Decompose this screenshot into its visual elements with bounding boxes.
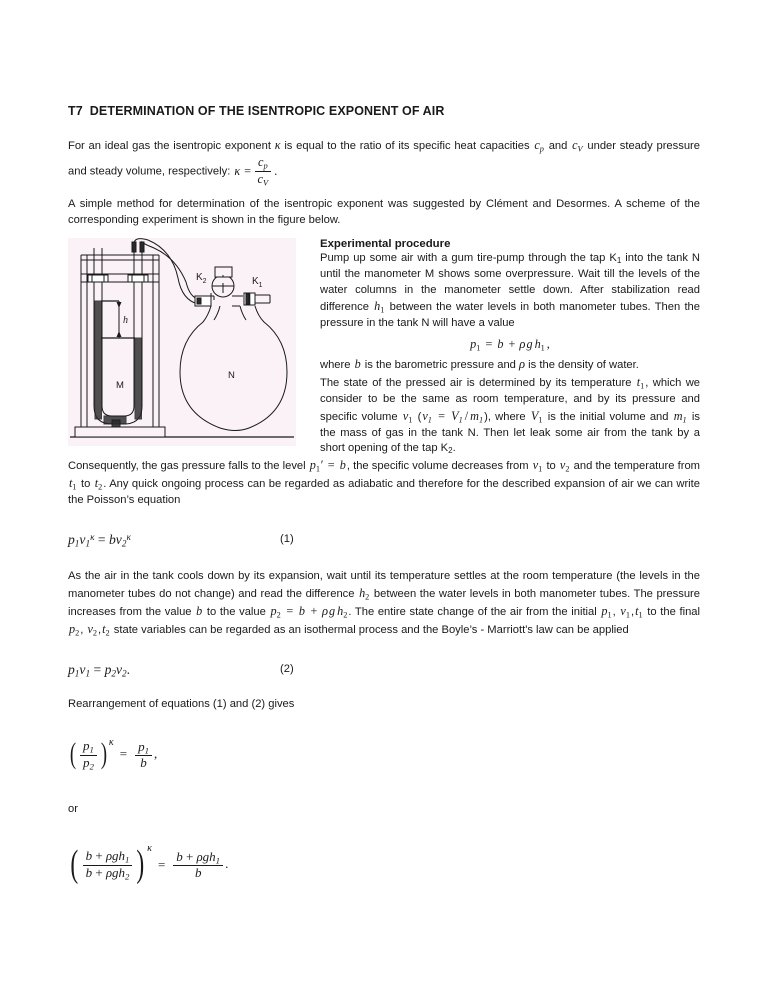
- p1-over-b-fraction: $\frac{p_1}{b}$: [135, 740, 152, 772]
- cp-cv-fraction: $\frac{c_p}{c_V}$: [255, 155, 272, 188]
- t1-symbol: $t_1$: [636, 374, 645, 391]
- rho-symbol: ρ: [519, 357, 526, 372]
- left-paren: (: [69, 737, 77, 771]
- m1-symbol: $m_1$: [673, 408, 687, 424]
- pressure-ratio-fraction: $\frac{b + \rho gh_1}{b + \rho gh_2}$: [83, 849, 133, 881]
- rearrangement-paragraph: Rearrangement of equations (1) and (2) gives: [68, 698, 295, 711]
- k1-subscript: 1: [616, 256, 622, 266]
- cv-symbol: $c_V$: [572, 138, 583, 154]
- title-number: T7: [68, 104, 83, 118]
- cooling-paragraph: As the air in the tank cools down by its expansion, wait until its temperature settles at the room temperature (the levels in the manometer tubes do not change) and read the difference $h_2$ between the water levels in both manometer tubes. The pressure increases from the value b to the value $p_2 = b + \rho g$ $h_2$. The entire state change of the air from the initial $p_1$, $v_1,t_1$ to the final $p_2$, $v_2,t_2$ state variables can be regarded as an isothermal process and the Boyle’s - Marriott's law can be applied: [68, 570, 700, 638]
- kappa-exponent: κ: [108, 736, 114, 748]
- left-paren: (: [70, 843, 79, 886]
- equation-1-number: (1): [280, 533, 294, 546]
- procedure-heading: Experimental procedure: [320, 238, 451, 251]
- p1-over-b-fraction: $\frac{b + \rho gh_1}{b}$: [173, 850, 223, 882]
- equation-2-row: [68, 661, 700, 679]
- equation-2: $p_1v_1 = p_2v_2$.: [68, 662, 131, 679]
- procedure-block: [320, 238, 700, 457]
- p1-prime-symbol: $p_1'$: [309, 458, 323, 474]
- equation-1-row: [68, 531, 700, 549]
- or-paragraph: or: [68, 802, 78, 815]
- equation-2-number: (2): [280, 663, 294, 676]
- equation-p1: $p_1 = b + \rho g$ $h_1$ ,: [470, 336, 550, 353]
- equation-3: ( $\frac{p_1}{p_2}$ ) κ= $\frac{p_1}{b}$ ,: [69, 736, 158, 772]
- figure-and-procedure-block: [68, 238, 700, 457]
- k2-subscript: 2: [448, 446, 453, 456]
- consequently-paragraph: Consequently, the gas pressure falls to the level $p_1' = b$, the specific volume decreases from $v_1$ to $v_2$ and the temperature from $t_1$ to $t_2$. Any quick ongoing process can be regarded as adiabatic and therefore for the described expansion of air we can write the Poisson’s equation: [68, 458, 700, 507]
- procedure-paragraph-1: Pump up some air with a gum tire-pump through the tap K1 into the tank N until the manometer M shows some overpressure. Wait till the levels of the water columns in the manometer settle down. After stabilization read difference $h_1$ between the water levels in both manometer tubes. Then the pressure in the tank N will have a value: [320, 252, 701, 330]
- t2-symbol: $t_2$: [94, 476, 103, 492]
- v1-symbol: $v_1$: [402, 408, 413, 424]
- b-symbol: b: [354, 357, 361, 372]
- p2-symbol: $p_2$: [270, 604, 281, 620]
- intro-text-2: is equal to the ratio of its specific heat capacities: [280, 140, 534, 152]
- tap-k1-label: $K_1$: [252, 276, 263, 290]
- cp-symbol: $c_p$: [534, 138, 544, 154]
- document-content: [68, 104, 700, 884]
- h1-symbol: $h_1$: [374, 299, 385, 315]
- kappa-exponent: κ: [147, 843, 152, 855]
- v1-symbol: $v_1$: [532, 458, 543, 474]
- intro-paragraph: [68, 137, 700, 188]
- right-paren: ): [100, 737, 108, 771]
- v2-symbol: $v_2$: [559, 458, 570, 474]
- procedure-paragraph-3: The state of the pressed air is determined by its temperature $t_1$, which we consider to be the same as room temperature, and by its pressure and specific volume $v_1$ $(v_1 = V_1 / m_1)$, where $V_1$ is the initial volume and $m_1$ is the mass of gas in the tank N. Then let leak some air from the tank by a short opening of the tap K2.: [320, 374, 700, 456]
- right-paren: ): [136, 843, 145, 886]
- kappa-symbol: κ: [274, 138, 281, 152]
- t1-symbol: $t_1$: [69, 476, 77, 492]
- manometer-label: M: [116, 380, 124, 392]
- tank-label: N: [228, 370, 235, 382]
- h2-symbol: $h_2$: [359, 586, 370, 602]
- intro-text-1: For an ideal gas the isentropic exponent: [68, 140, 275, 152]
- kappa-equals: κ =: [234, 163, 252, 178]
- equation-1: $p_1v_1^\kappa = bv_2^\kappa$: [68, 532, 131, 549]
- height-label: h: [123, 315, 128, 327]
- intro-text-4: under steady pressure and steady volume, respectively:: [68, 140, 700, 178]
- title-text: DETERMINATION OF THE ISENTROPIC EXPONENT OF AIR: [89, 104, 445, 118]
- apparatus-diagram: [68, 238, 296, 446]
- p1-over-p2-fraction: $\frac{p_1}{p_2}$: [80, 739, 97, 771]
- procedure-paragraph-2: where b is the barometric pressure and ρ is the density of water.: [320, 357, 639, 372]
- method-paragraph: A simple method for determination of the isentropic exponent was suggested by Clément and Desormes. A scheme of the corresponding experiment is shown in the figure below.: [68, 198, 700, 227]
- V1-symbol: $V_1$: [530, 408, 543, 424]
- page-title: [68, 104, 700, 119]
- intro-period: .: [274, 163, 278, 178]
- intro-text-3: and: [544, 140, 572, 152]
- equation-4: ( $\frac{b + \rho gh_1}{b + \rho gh_2}$ ) κ= $\frac{b + \rho gh_1}{b}$ .: [70, 843, 229, 886]
- tap-k2-label: $K_2$: [196, 272, 207, 286]
- apparatus-figure: [68, 238, 296, 446]
